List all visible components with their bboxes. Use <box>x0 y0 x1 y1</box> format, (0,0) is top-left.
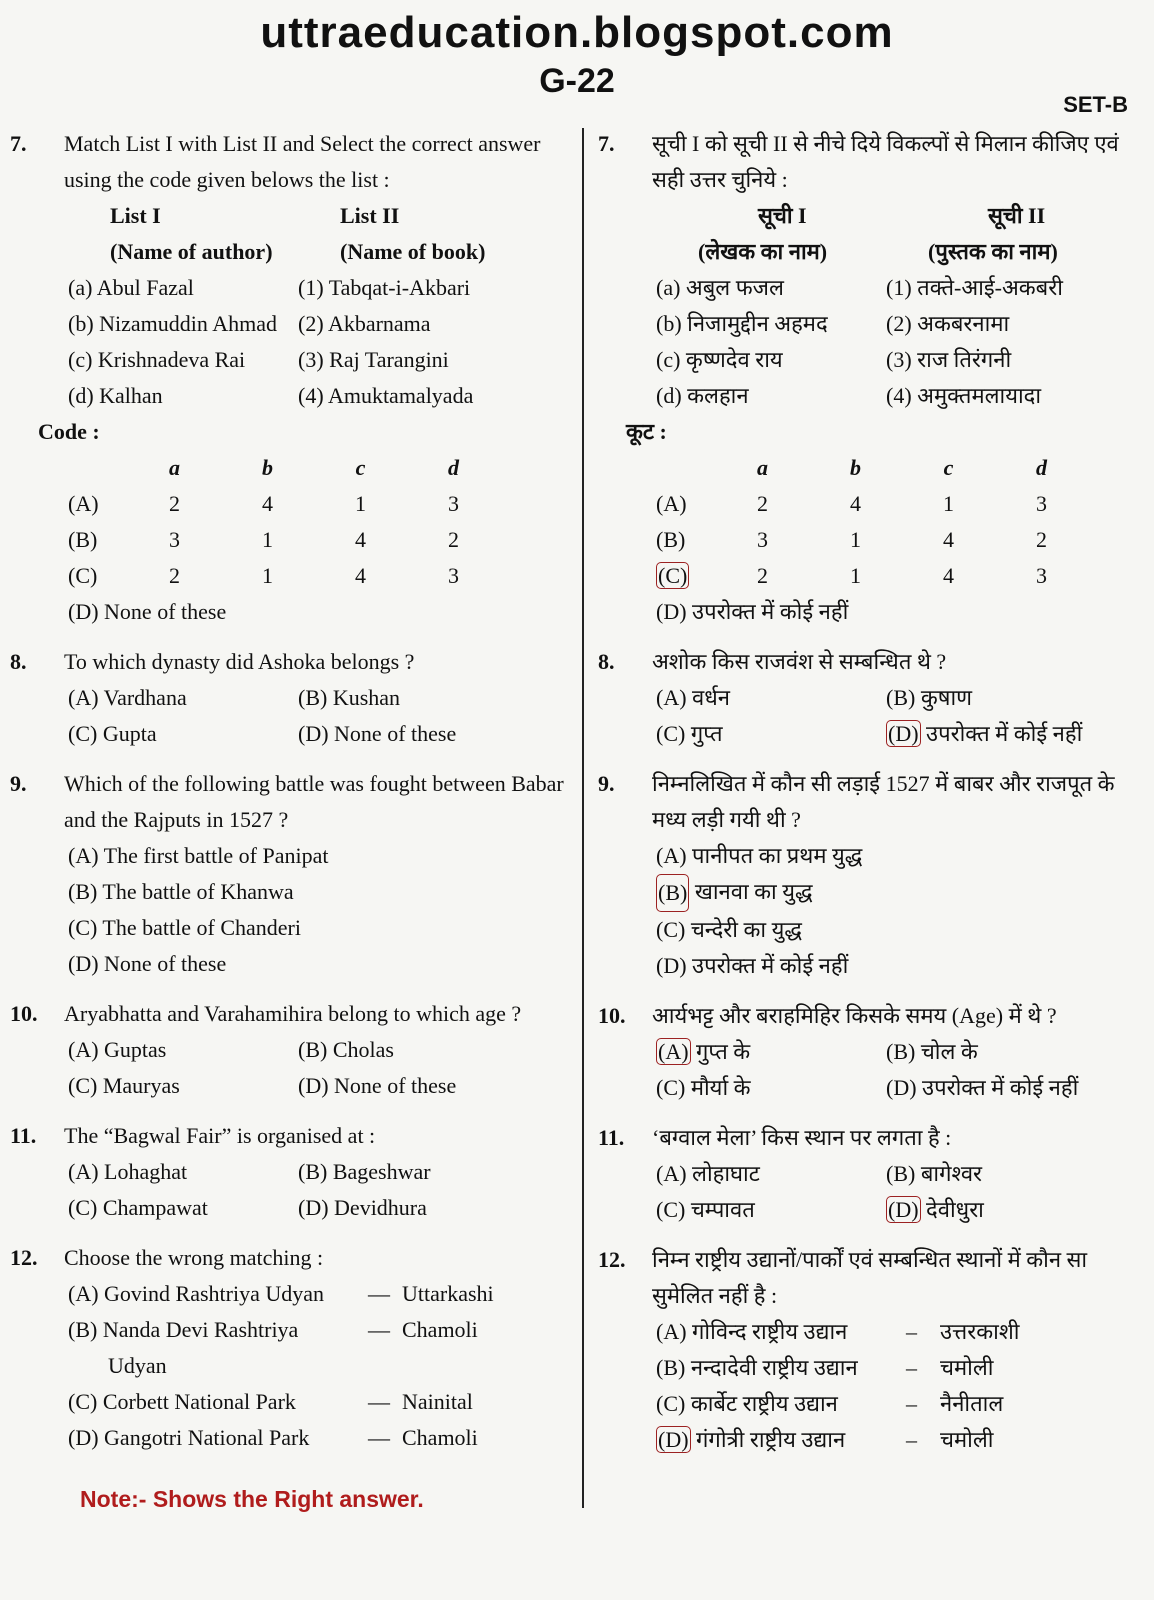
list2-item: (4) अमुक्तमलायादा <box>886 383 1042 408</box>
option-row <box>68 1032 565 1068</box>
list1-item: (b) Nizamuddin Ahmad <box>68 311 277 336</box>
question-7-hi <box>598 126 1138 630</box>
question-text: Aryabhatta and Varahamihira belong to which age ? <box>64 1001 522 1026</box>
question-number: 12. <box>598 1247 626 1272</box>
code-col <box>68 450 128 486</box>
answer-mark: (D) <box>888 721 919 746</box>
question-number: 12. <box>10 1245 38 1270</box>
match-row: (C) Corbett National Park — Nainital <box>68 1384 565 1420</box>
question-8-hi <box>598 644 1138 752</box>
code-row <box>68 486 565 522</box>
option-a: (A) Lohaghat <box>68 1159 188 1184</box>
option-row <box>656 680 1138 716</box>
column-divider <box>582 128 584 1508</box>
match-row <box>68 1348 565 1384</box>
option-b: (B) Cholas <box>298 1037 394 1062</box>
option-b: (B) The battle of Khanwa <box>68 879 294 904</box>
question-10-hi <box>598 998 1138 1106</box>
question-text: सूची I को सूची II से नीचे दिये विकल्पों से मिलान कीजिए एवं सही उत्तर चुनिये : <box>652 131 1119 192</box>
option-d: (D) None of these <box>298 721 457 746</box>
code-option <box>656 558 716 594</box>
option-b: (B) Bageshwar <box>298 1159 431 1184</box>
code-col: a <box>169 455 180 480</box>
answer-mark: (D) <box>888 1197 919 1222</box>
option-c: (C) चन्देरी का युद्ध <box>656 917 802 942</box>
option-d: (D) उपरोक्त में कोई नहीं <box>886 1075 1079 1100</box>
park-place: उत्तरकाशी <box>940 1319 1020 1344</box>
park-place: Uttarkashi <box>402 1281 494 1306</box>
code-row <box>68 558 565 594</box>
code-cell: 1 <box>262 527 273 552</box>
question-number: 7. <box>598 131 615 156</box>
option-row <box>68 1190 565 1226</box>
code-col: c <box>943 455 954 480</box>
code-col <box>656 450 716 486</box>
park-name: (A) गोविन्द राष्ट्रीय उद्यान <box>656 1319 848 1344</box>
code-cell: 3 <box>1036 563 1047 588</box>
list2-title: List II <box>340 203 400 228</box>
code-col: a <box>757 455 768 480</box>
code-cell: 3 <box>169 527 180 552</box>
park-place: Chamoli <box>402 1425 478 1450</box>
list2-title: सूची II <box>988 203 1046 228</box>
match-row <box>656 342 1138 378</box>
option-text: उपरोक्त में कोई नहीं <box>926 721 1083 746</box>
code-option: (B) <box>68 527 98 552</box>
match-row <box>68 342 565 378</box>
option-d: (D) उपरोक्त में कोई नहीं <box>656 599 849 624</box>
code-cell: 1 <box>355 491 366 516</box>
option-d: (D) None of these <box>68 951 227 976</box>
list2-item: (4) Amuktamalyada <box>298 383 474 408</box>
list2-subtitle: (Name of book) <box>340 239 486 264</box>
list1-item: (a) Abul Fazal <box>68 275 194 300</box>
question-12-en <box>10 1240 565 1456</box>
code-cell: 4 <box>850 491 861 516</box>
option-b <box>656 874 1138 912</box>
question-text: Which of the following battle was fought between Babar and the Rajputs in 1527 ? <box>64 771 564 832</box>
question-text: आर्यभट्ट और बराहमिहिर किसके समय (Age) में थे ? <box>652 1003 1057 1028</box>
code-cell: 3 <box>448 563 459 588</box>
site-title: uttraeducation.blogspot.com <box>260 8 894 57</box>
match-row: (A) Govind Rashtriya Udyan — Uttarkashi <box>68 1276 565 1312</box>
option-c: (C) Mauryas <box>68 1073 180 1098</box>
code-cell: 2 <box>757 491 768 516</box>
question-11-hi <box>598 1120 1138 1228</box>
question-number: 7. <box>10 131 27 156</box>
question-12-hi <box>598 1242 1138 1458</box>
code-row <box>656 558 1138 594</box>
option-text: देवीधुरा <box>926 1197 984 1222</box>
code-cell: 4 <box>943 563 954 588</box>
question-text: निम्न राष्ट्रीय उद्यानों/पार्कों एवं सम्बन्धित स्थानों में कौन सा सुमेलित नहीं है : <box>652 1247 1088 1308</box>
code-cell: 4 <box>262 491 273 516</box>
option-d: (D) उपरोक्त में कोई नहीं <box>656 953 849 978</box>
question-number: 9. <box>598 771 615 796</box>
match-row <box>656 270 1138 306</box>
option-b: (B) बागेश्वर <box>886 1161 983 1186</box>
code-cell: 2 <box>448 527 459 552</box>
code-header <box>656 450 1138 486</box>
option-d: (D) None of these <box>298 1073 457 1098</box>
list2-item: (1) Tabqat-i-Akbari <box>298 275 471 300</box>
question-text: Choose the wrong matching : <box>64 1245 324 1270</box>
question-number: 8. <box>598 649 615 674</box>
option-b: (B) कुषाण <box>886 685 973 710</box>
option-row <box>68 1068 565 1104</box>
option-row <box>656 1156 1138 1192</box>
paper-code: G-22 <box>539 62 615 100</box>
option-row <box>656 1192 1138 1228</box>
code-col: b <box>850 455 861 480</box>
list2-item: (3) राज तिरंगनी <box>886 347 1012 372</box>
answer-mark: (A) <box>658 1039 689 1064</box>
list-titles <box>758 198 1138 234</box>
code-col: c <box>355 455 366 480</box>
list1-title: सूची I <box>758 203 807 228</box>
match-row: (D) Gangotri National Park — Chamoli <box>68 1420 565 1456</box>
park-place: Chamoli <box>402 1317 478 1342</box>
option-d <box>886 1192 1116 1228</box>
code-label: Code : <box>38 419 100 444</box>
answer-note <box>80 1486 424 1513</box>
code-header <box>68 450 565 486</box>
hindi-column <box>598 126 1138 1472</box>
question-10-en <box>10 996 565 1104</box>
option-b: (B) चोल के <box>886 1039 978 1064</box>
code-cell: 2 <box>757 563 768 588</box>
code-cell: 2 <box>169 491 180 516</box>
code-row <box>656 486 1138 522</box>
match-row: (D) गंगोत्री राष्ट्रीय उद्यान – चमोली <box>656 1422 1138 1458</box>
question-number: 10. <box>10 1001 38 1026</box>
match-row: (B) Nanda Devi Rashtriya — Chamoli <box>68 1312 565 1348</box>
list1-item: (d) कलहान <box>656 383 749 408</box>
code-row <box>656 522 1138 558</box>
option-row <box>656 716 1138 752</box>
question-7-en <box>10 126 565 630</box>
match-row <box>656 378 1138 414</box>
code-option: (A) <box>656 491 687 516</box>
code-row <box>68 522 565 558</box>
question-text: To which dynasty did Ashoka belongs ? <box>64 649 415 674</box>
option-c: (C) मौर्या के <box>656 1075 751 1100</box>
match-row <box>68 270 565 306</box>
option-a: (A) The first battle of Panipat <box>68 843 329 868</box>
question-11-en <box>10 1118 565 1226</box>
option-row <box>656 1070 1138 1106</box>
option-a: (A) Guptas <box>68 1037 167 1062</box>
option-a: (A) वर्धन <box>656 685 731 710</box>
list-titles <box>110 198 565 234</box>
match-row <box>68 378 565 414</box>
list1-item: (c) कृष्णदेव राय <box>656 347 783 372</box>
code-option: (A) <box>68 491 99 516</box>
code-option: (B) <box>656 527 686 552</box>
park-place: नैनीताल <box>940 1391 1004 1416</box>
park-place: Nainital <box>402 1389 473 1414</box>
question-9-en <box>10 766 565 982</box>
option-d: (D) Devidhura <box>298 1195 427 1220</box>
match-row <box>68 306 565 342</box>
option-row <box>68 1154 565 1190</box>
code-cell: 3 <box>1036 491 1047 516</box>
code-cell: 4 <box>355 527 366 552</box>
park-name: (B) नन्दादेवी राष्ट्रीय उद्यान <box>656 1355 858 1380</box>
option-d: (D) None of these <box>68 599 227 624</box>
option-row <box>68 716 565 752</box>
match-row: (A) गोविन्द राष्ट्रीय उद्यान – उत्तरकाशी <box>656 1314 1138 1350</box>
option-d <box>886 716 1116 752</box>
list1-item: (c) Krishnadeva Rai <box>68 347 246 372</box>
code-col: b <box>262 455 273 480</box>
code-cell: 2 <box>169 563 180 588</box>
code-option: (C) <box>68 563 98 588</box>
list1-item: (a) अबुल फजल <box>656 275 784 300</box>
list1-title: List I <box>110 203 161 228</box>
list2-item: (1) तक्ते-आई-अकबरी <box>886 275 1063 300</box>
match-row: (B) नन्दादेवी राष्ट्रीय उद्यान – चमोली <box>656 1350 1138 1386</box>
option-c: (C) Gupta <box>68 721 157 746</box>
option-c: (C) गुप्त <box>656 721 723 746</box>
park-name-cont: Udyan <box>108 1353 167 1378</box>
option-a <box>656 1034 886 1070</box>
answer-mark: (C) <box>658 563 688 588</box>
set-label: SET-B <box>1063 92 1128 117</box>
match-row <box>656 306 1138 342</box>
list2-item: (2) Akbarnama <box>298 311 431 336</box>
option-text: गुप्त के <box>696 1039 751 1064</box>
park-place: चमोली <box>940 1355 994 1380</box>
question-text: अशोक किस राजवंश से सम्बन्धित थे ? <box>652 649 947 674</box>
code-cell: 1 <box>262 563 273 588</box>
question-number: 11. <box>10 1123 37 1148</box>
code-cell: 1 <box>943 491 954 516</box>
option-b: (B) Kushan <box>298 685 401 710</box>
code-cell: 1 <box>850 563 861 588</box>
option-c: (C) चम्पावत <box>656 1197 755 1222</box>
park-name: (B) Nanda Devi Rashtriya <box>68 1317 299 1342</box>
note-text: Note:- Shows the Right answer. <box>80 1486 424 1512</box>
code-cell: 4 <box>943 527 954 552</box>
park-name <box>656 1422 906 1458</box>
list1-item: (d) Kalhan <box>68 383 163 408</box>
question-number: 11. <box>598 1125 625 1150</box>
question-number: 8. <box>10 649 27 674</box>
question-number: 9. <box>10 771 27 796</box>
park-name: (C) कार्बेट राष्ट्रीय उद्यान <box>656 1391 838 1416</box>
code-cell: 2 <box>1036 527 1047 552</box>
code-cell: 1 <box>850 527 861 552</box>
option-a: (A) पानीपत का प्रथम युद्ध <box>656 843 863 868</box>
list2-item: (2) अकबरनामा <box>886 311 1010 336</box>
option-a: (A) Vardhana <box>68 685 187 710</box>
list-subtitles <box>110 234 565 270</box>
list2-subtitle: (पुस्तक का नाम) <box>928 239 1058 264</box>
option-row <box>656 1034 1138 1070</box>
option-c: (C) The battle of Chanderi <box>68 915 301 940</box>
question-text: Match List I with List II and Select the correct answer using the code given belows the list : <box>64 131 541 192</box>
answer-mark: (B) <box>656 874 689 912</box>
answer-mark: (D) <box>658 1427 689 1452</box>
option-text: गंगोत्री राष्ट्रीय उद्यान <box>696 1427 846 1452</box>
option-text: खानवा का युद्ध <box>694 879 813 904</box>
park-name: (A) Govind Rashtriya Udyan <box>68 1281 325 1306</box>
question-8-en <box>10 644 565 752</box>
option-row <box>68 680 565 716</box>
code-col: d <box>448 455 459 480</box>
park-name: (D) Gangotri National Park <box>68 1425 310 1450</box>
code-col: d <box>1036 455 1047 480</box>
question-text: ‘बग्वाल मेला’ किस स्थान पर लगता है : <box>652 1125 952 1150</box>
code-cell: 3 <box>757 527 768 552</box>
code-cell: 3 <box>448 491 459 516</box>
option-a: (A) लोहाघाट <box>656 1161 760 1186</box>
list1-item: (b) निजामुद्दीन अहमद <box>656 311 828 336</box>
list2-item: (3) Raj Tarangini <box>298 347 449 372</box>
list1-subtitle: (Name of author) <box>110 239 273 264</box>
question-9-hi <box>598 766 1138 984</box>
english-column <box>10 126 565 1470</box>
code-label: कूट : <box>626 419 667 444</box>
question-text: निम्नलिखित में कौन सी लड़ाई 1527 में बाबर और राजपूत के मध्य लड़ी गयी थी ? <box>652 771 1115 832</box>
match-row: (C) कार्बेट राष्ट्रीय उद्यान – नैनीताल <box>656 1386 1138 1422</box>
code-cell: 4 <box>355 563 366 588</box>
park-place: चमोली <box>940 1427 994 1452</box>
question-text: The “Bagwal Fair” is organised at : <box>64 1123 376 1148</box>
park-name: (C) Corbett National Park <box>68 1389 296 1414</box>
question-number: 10. <box>598 1003 626 1028</box>
list-subtitles <box>698 234 1138 270</box>
option-c: (C) Champawat <box>68 1195 208 1220</box>
list1-subtitle: (लेखक का नाम) <box>698 239 828 264</box>
